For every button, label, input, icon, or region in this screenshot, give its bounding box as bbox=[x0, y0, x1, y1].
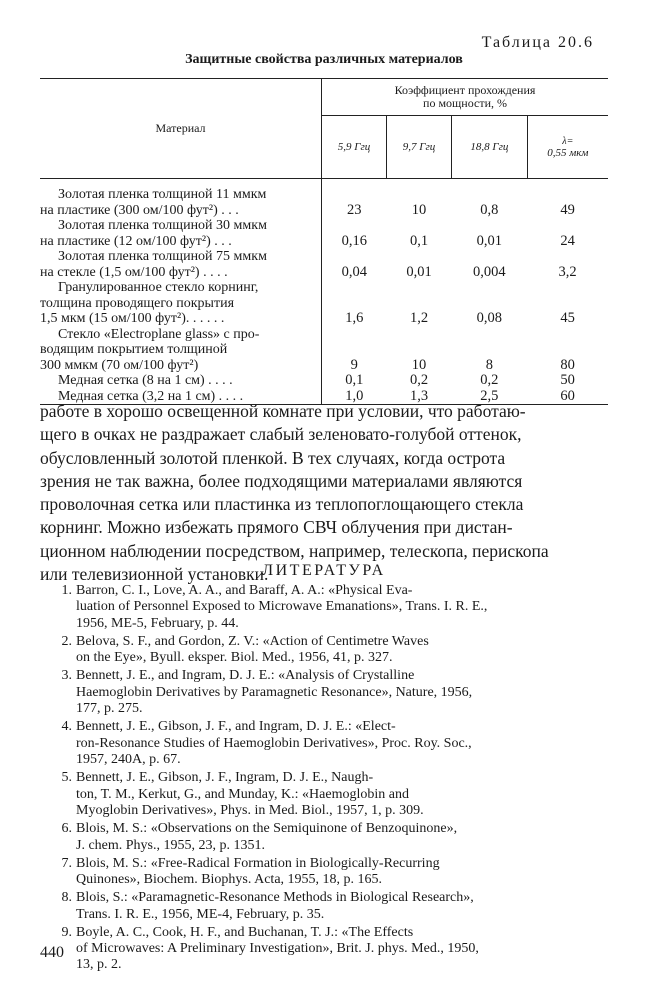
material-line: Золотая пленка толщиной 30 ммкм bbox=[58, 218, 267, 233]
reference-number: 5. bbox=[61, 770, 72, 786]
reference-item bbox=[52, 890, 608, 923]
value-cell: 0,004 bbox=[473, 263, 506, 280]
value-cell: 0,1 bbox=[345, 372, 364, 388]
lambda-header-bottom: 0,55 мкм bbox=[547, 147, 589, 159]
material-line: Золотая пленка толщиной 75 ммкм bbox=[58, 249, 267, 264]
reference-line: luation of Personnel Exposed to Microwave Emanations», Trans. I. R. E., bbox=[76, 599, 488, 615]
material-line: 300 ммкм (70 ом/100 фут²) bbox=[40, 357, 199, 373]
column-header-coefficient bbox=[322, 79, 609, 116]
material-line: Стекло «Electroplane glass» с про- bbox=[58, 326, 260, 342]
reference-item bbox=[52, 719, 608, 768]
material-line: водящим покрытием толщиной bbox=[40, 342, 228, 357]
value-cell: 0,01 bbox=[476, 232, 503, 249]
material-line: на пластике (12 ом/100 фут²) . . . bbox=[40, 233, 232, 249]
body-line: обусловленный золотой пленкой. В тех случаях, когда острота bbox=[40, 447, 506, 468]
material-line: Гранулированное стекло корнинг, bbox=[58, 280, 259, 295]
value-cell: 10 bbox=[411, 201, 427, 218]
material-line: толщина проводящего покрытия bbox=[40, 295, 235, 311]
reference-line: 1956, ME-5, February, p. 44. bbox=[76, 615, 239, 631]
reference-line: 1957, 240A, p. 67. bbox=[76, 752, 181, 768]
material-cell bbox=[40, 249, 322, 280]
material-cell bbox=[40, 218, 322, 249]
column-header-lambda bbox=[527, 116, 608, 179]
reference-number: 4. bbox=[61, 719, 72, 735]
table-title: Защитные свойства различных материалов bbox=[185, 52, 463, 67]
value-cell: 24 bbox=[560, 232, 575, 249]
reference-line: Bennett, J. E., Gibson, J. F., Ingram, D. J. E., Naugh- bbox=[76, 770, 374, 786]
reference-list bbox=[52, 583, 608, 976]
reference-line: ton, T. M., Kerkut, G., and Munday, K.: «Haemoglobin and bbox=[76, 786, 409, 802]
material-line: на стекле (1,5 ом/100 фут²) . . . . bbox=[40, 264, 228, 280]
reference-line: Belova, S. F., and Gordon, Z. V.: «Action of Centimetre Waves bbox=[76, 633, 429, 649]
material-line: на пластике (300 ом/100 фут²) . . . bbox=[40, 202, 239, 218]
reference-number: 6. bbox=[61, 821, 72, 837]
reference-number: 1. bbox=[61, 583, 72, 598]
reference-number: 3. bbox=[61, 668, 72, 684]
reference-number: 2. bbox=[61, 633, 72, 649]
reference-line: of Microwaves: A Preliminary Investigation», Brit. J. phys. Med., 1950, bbox=[76, 941, 479, 957]
coef-header-line1: Коэффициент прохождения bbox=[394, 83, 536, 97]
value-cell: 0,2 bbox=[480, 372, 499, 388]
reference-line: Barron, C. I., Love, A. A., and Baraff, A. A.: «Physical Eva- bbox=[76, 583, 413, 598]
value-cell: 0,1 bbox=[409, 232, 429, 249]
body-line: ционном наблюдении посредством, например, телескопа, перископа bbox=[40, 540, 549, 561]
value-cell: 49 bbox=[560, 201, 575, 218]
material-cell bbox=[40, 373, 322, 389]
body-line: щего в очках не раздражает слабый зеленовато-голубой оттенок, bbox=[40, 424, 522, 445]
material-cell bbox=[40, 187, 322, 218]
value-cell: 8 bbox=[485, 356, 493, 373]
value-cell: 60 bbox=[527, 389, 608, 405]
material-line: 1,5 мкм (15 ом/100 фут²). . . . . . bbox=[40, 311, 225, 326]
shielding-table bbox=[40, 78, 608, 405]
body-paragraph bbox=[40, 400, 608, 586]
reference-line: J. chem. Phys., 1955, 23, p. 1351. bbox=[76, 837, 265, 853]
material-line: Золотая пленка толщиной 11 ммкм bbox=[58, 187, 267, 202]
value-cell: 45 bbox=[560, 310, 575, 326]
body-line: корнинг. Можно избежать прямого СВЧ облучения при дистан- bbox=[40, 517, 513, 538]
body-line: или телевизионной установки. bbox=[40, 564, 269, 585]
value-cell: 0,04 bbox=[341, 263, 367, 280]
reference-item bbox=[52, 856, 608, 889]
reference-line: Boyle, A. C., Cook, H. F., and Buchanan, T. J.: «The Effects bbox=[76, 924, 414, 940]
reference-line: Blois, S.: «Paramagnetic-Resonance Methods in Biological Research», bbox=[76, 890, 474, 906]
reference-line: 177, p. 275. bbox=[76, 701, 143, 717]
coef-header-line2: по мощности, % bbox=[423, 96, 507, 110]
reference-line: Bennett, J. E., Gibson, J. F., and Ingram, D. J. E.: «Elect- bbox=[76, 719, 396, 735]
table-row bbox=[40, 249, 608, 280]
lambda-header-top: λ= bbox=[562, 136, 574, 147]
table-row bbox=[40, 187, 608, 218]
column-header-freq-1: 5,9 Ггц bbox=[322, 116, 387, 179]
reference-number: 7. bbox=[61, 855, 72, 871]
reference-line: Myoglobin Derivatives», Phys. in Med. Biol., 1957, 1, p. 309. bbox=[76, 803, 424, 819]
page-number: 440 bbox=[40, 944, 64, 961]
table-row bbox=[40, 218, 608, 249]
reference-item bbox=[52, 770, 608, 819]
value-cell: 9 bbox=[350, 356, 358, 373]
material-cell bbox=[40, 280, 322, 327]
reference-line: Haemoglobin Derivatives by Paramagnetic Resonance», Nature, 1956, bbox=[76, 684, 473, 700]
material-line: Медная сетка (8 на 1 см) . . . . bbox=[58, 373, 233, 388]
value-cell: 2,5 bbox=[452, 389, 528, 405]
value-cell: 10 bbox=[411, 356, 427, 373]
reference-line: Blois, M. S.: «Observations on the Semiquinone of Benzoquinone», bbox=[76, 821, 458, 837]
table-label: Таблица 20.6 bbox=[481, 34, 594, 51]
value-cell: 0,2 bbox=[409, 372, 429, 388]
value-cell: 1,0 bbox=[322, 389, 387, 405]
body-line: работе в хорошо освещенной комнате при условии, что работаю- bbox=[40, 401, 526, 421]
table-row bbox=[40, 373, 608, 389]
material-line: Медная сетка (3,2 на 1 см) . . . . bbox=[58, 388, 244, 404]
value-cell: 23 bbox=[347, 201, 362, 218]
value-cell: 3,2 bbox=[558, 263, 577, 280]
reference-number: 9. bbox=[61, 924, 72, 940]
value-cell: 1,6 bbox=[345, 310, 364, 326]
table-row bbox=[40, 327, 608, 374]
reference-line: Trans. I. R. E., 1956, ME-4, February, p. 35. bbox=[76, 906, 325, 922]
reference-item bbox=[52, 634, 608, 667]
material-cell bbox=[40, 327, 322, 374]
reference-item bbox=[52, 821, 608, 854]
reference-line: ron-Resonance Studies of Haemoglobin Derivatives», Proc. Roy. Soc., bbox=[76, 735, 472, 751]
reference-item bbox=[52, 925, 608, 974]
reference-number: 8. bbox=[61, 890, 72, 906]
value-cell: 0,8 bbox=[480, 201, 499, 218]
value-cell: 50 bbox=[560, 372, 575, 388]
value-cell: 80 bbox=[560, 356, 575, 373]
reference-line: Quinones», Biochem. Biophys. Acta, 1955, 18, p. 165. bbox=[76, 872, 383, 888]
literature-heading: ЛИТЕРАТУРА bbox=[262, 562, 386, 579]
table-row bbox=[40, 280, 608, 327]
value-cell: 0,01 bbox=[406, 263, 432, 280]
value-cell: 1,2 bbox=[409, 310, 429, 326]
reference-item bbox=[52, 583, 608, 632]
reference-line: Bennett, J. E., and Ingram, D. J. E.: «Analysis of Crystalline bbox=[76, 668, 415, 684]
reference-line: Blois, M. S.: «Free-Radical Formation in Biologically-Recurring bbox=[76, 855, 440, 871]
reference-item bbox=[52, 668, 608, 717]
table-spacer-row bbox=[40, 179, 608, 188]
value-cell: 0,16 bbox=[341, 232, 367, 249]
reference-line: on the Eye», Byull. eksper. Biol. Med., 1956, 41, p. 327. bbox=[76, 650, 393, 666]
body-line: зрения не так важна, более подходящими материалами являются bbox=[40, 470, 523, 491]
column-header-freq-3: 18,8 Ггц bbox=[452, 116, 528, 179]
column-header-material: Материал bbox=[40, 79, 322, 179]
body-line: проволочная сетка или пластинка из теплопоглощающего стекла bbox=[40, 494, 524, 515]
value-cell: 1,3 bbox=[387, 389, 452, 405]
column-header-freq-2: 9,7 Ггц bbox=[387, 116, 452, 179]
reference-line: 13, p. 2. bbox=[76, 957, 122, 973]
value-cell: 0,08 bbox=[476, 310, 503, 326]
